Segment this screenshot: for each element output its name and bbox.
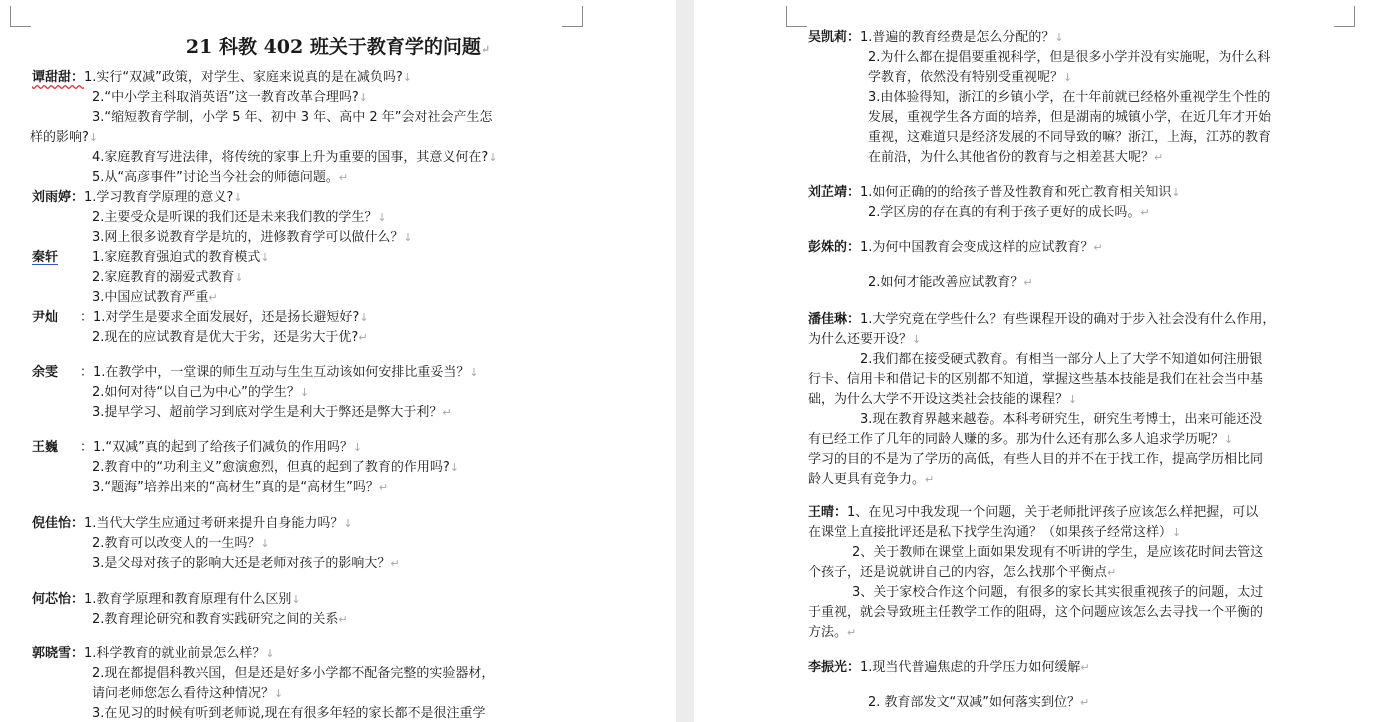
question-line: 在前沿，为什么其他省份的教育与之相差甚大呢？ [868,150,1155,165]
question-line: 行卡、信用卡和借记卡的区别都不知道，掌握这些基本技能是我们在社会当中基 [808,372,1264,387]
student-name: 郭晓雪： [32,646,85,661]
student-name: 刘芷靖： [808,185,861,200]
student-name: 尹灿 [32,310,59,325]
student-name: 彭姝的： [808,240,861,255]
entry-liu-zhijing: 刘芷靖：1.如何正确的的给孩子普及性教育和死亡教育相关知识↓ 2.学区房的存在真的有利于孩子更好的成长吗。↵ [808,185,1181,220]
entry-peng-shu: 彭姝的：1.为何中国教育会变成这样的应试教育？↵ 2.如何才能改善应试教育？↵ [808,240,1103,290]
entry-yin-can: 尹灿 ：1.对学生是要求全面发展好，还是扬长避短好?↓ 2.现在的应试教育是优大于劣，还是劣大于优?↵ [32,310,369,345]
question-line: 2.如何对待“以自己为中心”的学生？ [92,385,300,400]
crop-mark-top-right [1334,6,1355,27]
question-line: 2.现在都提倡科教兴国，但是还是好多小学都不配备完整的实验器材， [92,666,495,681]
question-line: 学习的目的不是为了学历的高低，有些人目的并不在于找工作，提高学历相比同 [808,452,1264,467]
question-line: 2.现在的应试教育是优大于劣，还是劣大于优? [92,330,359,345]
crop-mark-top-right [562,6,583,27]
question-line: 2、关于教师在课堂上面如果发现有不听讲的学生，是应该花时间去管这 [852,545,1264,560]
question-line: 2.我们都在接受硬式教育。有相当一部分人上了大学不知道如何注册银 [860,352,1263,367]
question-line: 1.科学教育的就业前景怎么样？ [84,646,266,661]
crop-mark-top-left [10,6,31,27]
entry-wang-qing: 王晴：1、在见习中我发现一个问题，关于老师批评孩子应该怎么样把握，可以 在课堂上直接批评还是私下找学生沟通？（如果孩子经常这样）↓ 2、关于教师在课堂上面如果发现有不听讲的学生，是应该花时间去管这 个孩子，还是说就讲自己的内容，怎么找那个平衡点↵ 3、关于家校合作这个问题，有很多的家长其实很重视孩子的问题，太过 于重视，就会导致班主任教学工作的阻碍，这个问题应该怎么去寻找一个平衡的 方法。↵ [808,505,1264,640]
question-line: 学教育，依然没有特别受重视呢？ [868,70,1064,85]
question-line: 1.普遍的教育经费是怎么分配的？ [860,30,1055,45]
question-line: 1.实行“双减”政策，对学生、家庭来说真的是在减负吗? [84,70,403,85]
question-line: 2.教育可以改变人的一生吗？ [92,536,261,551]
question-line: 2.主要受众是听课的我们还是未来我们教的学生？ [92,210,378,225]
document-page-left [0,0,676,722]
entry-liu-yuting: 刘雨婷：1.学习教育学原理的意义?↓ 2.主要受众是听课的我们还是未来我们教的学生？↓ 3.网上很多说教育学是坑的，进修教育学可以做什么？↓ [32,190,413,245]
question-line: 1.在教学中，一堂课的师生互动与生生互动该如何安排比重妥当？ [93,365,470,380]
question-line: 础，为什么大学不开设这类社会技能的课程？ [808,392,1069,407]
student-name: 王巍 [32,440,59,455]
question-line: 5.从“高彦事件”讨论当今社会的师德问题。 [92,170,339,185]
student-name: 吴凯莉： [808,30,861,45]
entry-ni-jiayi: 倪佳怡：1.当代大学生应通过考研来提升自身能力吗？↓ 2.教育可以改变人的一生吗？↓ 3.是父母对孩子的影响大还是老师对孩子的影响大？↵ [32,516,400,571]
question-line: 1.现当代普遍焦虑的升学压力如何缓解 [860,660,1081,675]
question-line: 个孩子，还是说就讲自己的内容，怎么找那个平衡点 [808,565,1108,580]
question-line: 2.教育中的“功利主义”愈演愈烈，但真的起到了教育的作用吗? [92,460,450,475]
document-page-right [694,0,1386,722]
question-line: 2.“中小学主科取消英语”这一教育改革合理吗? [92,90,359,105]
student-name: 刘雨婷： [32,190,85,205]
document-title: 21 科教 402 班关于教育学的问题↵ [185,36,491,58]
student-name: 王晴： [808,505,848,520]
crop-mark-top-left [786,6,807,27]
question-line: 3.提早学习、超前学习到底对学生是利大于弊还是弊大于利？ [92,405,443,420]
student-name: 李振光： [808,660,861,675]
question-line: 2. 教育部发文“双减”如何落实到位？ [868,695,1081,710]
question-line: 1.当代大学生应通过考研来提升自身能力吗？ [84,516,344,531]
question-line: 2.为什么都在提倡要重视科学，但是很多小学并没有实施呢，为什么科 [868,50,1271,65]
entry-tan-tiantian: 谭甜甜：1.实行“双减”政策，对学生、家庭来说真的是在减负吗?↓ 2.“中小学主科取消英语”这一教育改革合理吗?↓ 3.“缩短教育学制，小学 5 年、初中 3 年、高中 2 年”会对社会产生怎 样的影响?↓ 4.家庭教育写进法律，将传统的家事上升为重要的国事，其意义何在?↓ 5.从“高彦事件”讨论当今社会的师德问题。↵ [30,70,498,185]
entry-guo-xiaoxue: 郭晓雪：1.科学教育的就业前景怎么样？↓ 2.现在都提倡科教兴国，但是还是好多小学都不配备完整的实验器材， 请问老师您怎么看待这种情况？↓ 3.在见习的时候有听到老师说,现在有很多年轻的家长都不是很注重学 [32,646,495,721]
entry-he-xinyi: 何芯怡：1.教育学原理和教育原理有什么区别↓ 2.教育理论研究和教育实践研究之间的关系↵ [32,592,348,627]
question-line: 2.学区房的存在真的有利于孩子更好的成长吗。 [868,205,1141,220]
question-line: 方法。 [808,625,848,640]
question-line: 2.家庭教育的溺爱式教育 [92,270,235,285]
entry-yu-wen: 余雯 ：1.在教学中，一堂课的师生互动与生生互动该如何安排比重妥当？↓ 2.如何对待“以自己为中心”的学生？↓ 3.提早学习、超前学习到底对学生是利大于弊还是弊大于利？↵ [32,365,479,420]
entry-qin-xuan: 秦轩 1.家庭教育强迫式的教育模式↓ 2.家庭教育的溺爱式教育↓ 3.中国应试教育严重↵ [32,250,270,305]
question-line: 1.家庭教育强迫式的教育模式 [92,250,261,265]
question-line: 有已经工作了几年的同龄人赚的多。那为什么还有那么多人追求学历呢？ [808,432,1225,447]
question-line: 龄人更具有竞争力。 [808,472,926,487]
question-line: 重视，这难道只是经济发展的不同导致的嘛？浙江，上海，江苏的教育 [868,130,1272,145]
question-line: 发展，重视学生各方面的培养，但是湖南的城镇小学，在近几年才开始 [868,110,1272,125]
question-line: 请问老师您怎么看待这种情况？ [92,686,275,701]
entry-li-zhenguang: 李振光：1.现当代普遍焦虑的升学压力如何缓解↵ 2. 教育部发文“双减”如何落实到位？↵ [808,660,1090,710]
question-line: 3.网上很多说教育学是坑的，进修教育学可以做什么？ [92,230,404,245]
question-line: 3.中国应试教育严重 [92,290,209,305]
question-line: 在课堂上直接批评还是私下找学生沟通？（如果孩子经常这样） [808,525,1173,540]
question-line: 1.如何正确的的给孩子普及性教育和死亡教育相关知识 [860,185,1172,200]
question-line: 1.教育学原理和教育原理有什么区别 [84,592,292,607]
student-name: 谭甜甜： [32,70,85,85]
question-line: 1.学习教育学原理的意义? [84,190,234,205]
question-line: 1.大学究竟在学些什么？有些课程开设的确对于步入社会没有什么作用， [860,312,1276,327]
question-line: 为什么还要开设？ [808,332,913,347]
entry-wu-kaili: 吴凯莉：1.普遍的教育经费是怎么分配的？↓ 2.为什么都在提倡要重视科学，但是很多小学并没有实施呢，为什么科 学教育，依然没有特别受重视呢？↓ 3.由体验得知，浙江的乡镇小学，在十年前就已经格外重视学生个性的 发展，重视学生各方面的培养，但是湖南的城镇小学，在近几年才开始 重视，这难道只是经济发展的不同导致的嘛？浙江，上海，江苏的教育 在前沿，为什么其他省份的教育与之相差甚大呢？↵ [808,30,1272,165]
question-line: 1.“双减”真的起到了给孩子们减负的作用吗？ [93,440,353,455]
student-name: 何芯怡： [32,592,85,607]
question-line: 3.是父母对孩子的影响大还是老师对孩子的影响大？ [92,556,391,571]
question-line: 于重视，就会导致班主任教学工作的阻碍，这个问题应该怎么去寻找一个平衡的 [808,605,1264,620]
question-line: 1.为何中国教育会变成这样的应试教育？ [860,240,1094,255]
question-line: 3、关于家校合作这个问题，有很多的家长其实很重视孩子的问题，太过 [852,585,1264,600]
question-line: 3.在见习的时候有听到老师说,现在有很多年轻的家长都不是很注重学 [92,706,486,721]
student-name: 秦轩 [32,250,59,265]
entry-wang-wei: 王巍 ：1.“双减”真的起到了给孩子们减负的作用吗？↓ 2.教育中的“功利主义”愈演愈烈，但真的起到了教育的作用吗?↓ 3.“题海”培养出来的“高材生”真的是“高材生”吗？↵ [32,440,459,495]
question-line: 1.对学生是要求全面发展好，还是扬长避短好? [93,310,360,325]
question-line: 3.现在教育界越来越卷。本科考研究生，研究生考博士，出来可能还没 [860,412,1263,427]
entry-pan-jialin: 潘佳琳：1.大学究竟在学些什么？有些课程开设的确对于步入社会没有什么作用， 为什么还要开设？↓ 2.我们都在接受硬式教育。有相当一部分人上了大学不知道如何注册银 行卡、信用卡和借记卡的区别都不知道，掌握这些基本技能是我们在社会当中基 础，为什么大学不开设这类社会技能的课程？↓ 3.现在教育界越来越卷。本科考研究生，研究生考博士，出来可能还没 有已经工作了几年的同龄人赚的多。那为什么还有那么多人追求学历呢？↓ 学习的目的不是为了学历的高低，有些人目的并不在于找工作，提高学历相比同 龄人更具有竞争力。↵ [808,312,1276,487]
question-line: 3.由体验得知，浙江的乡镇小学，在十年前就已经格外重视学生个性的 [868,90,1271,105]
student-name: 余雯 [32,365,59,380]
question-line: 2.教育理论研究和教育实践研究之间的关系 [92,612,339,627]
question-line: 2.如何才能改善应试教育？ [868,275,1024,290]
question-line: 3.“缩短教育学制，小学 5 年、初中 3 年、高中 2 年”会对社会产生怎 [92,110,493,125]
student-name: 潘佳琳： [808,312,861,327]
question-line: 4.家庭教育写进法律，将传统的家事上升为重要的国事，其意义何在? [92,150,489,165]
question-line: 样的影响? [30,130,89,145]
question-line: 3.“题海”培养出来的“高材生”真的是“高材生”吗？ [92,480,379,495]
question-line: 1、在见习中我发现一个问题，关于老师批评孩子应该怎么样把握，可以 [847,505,1259,520]
student-name: 倪佳怡： [32,516,85,531]
